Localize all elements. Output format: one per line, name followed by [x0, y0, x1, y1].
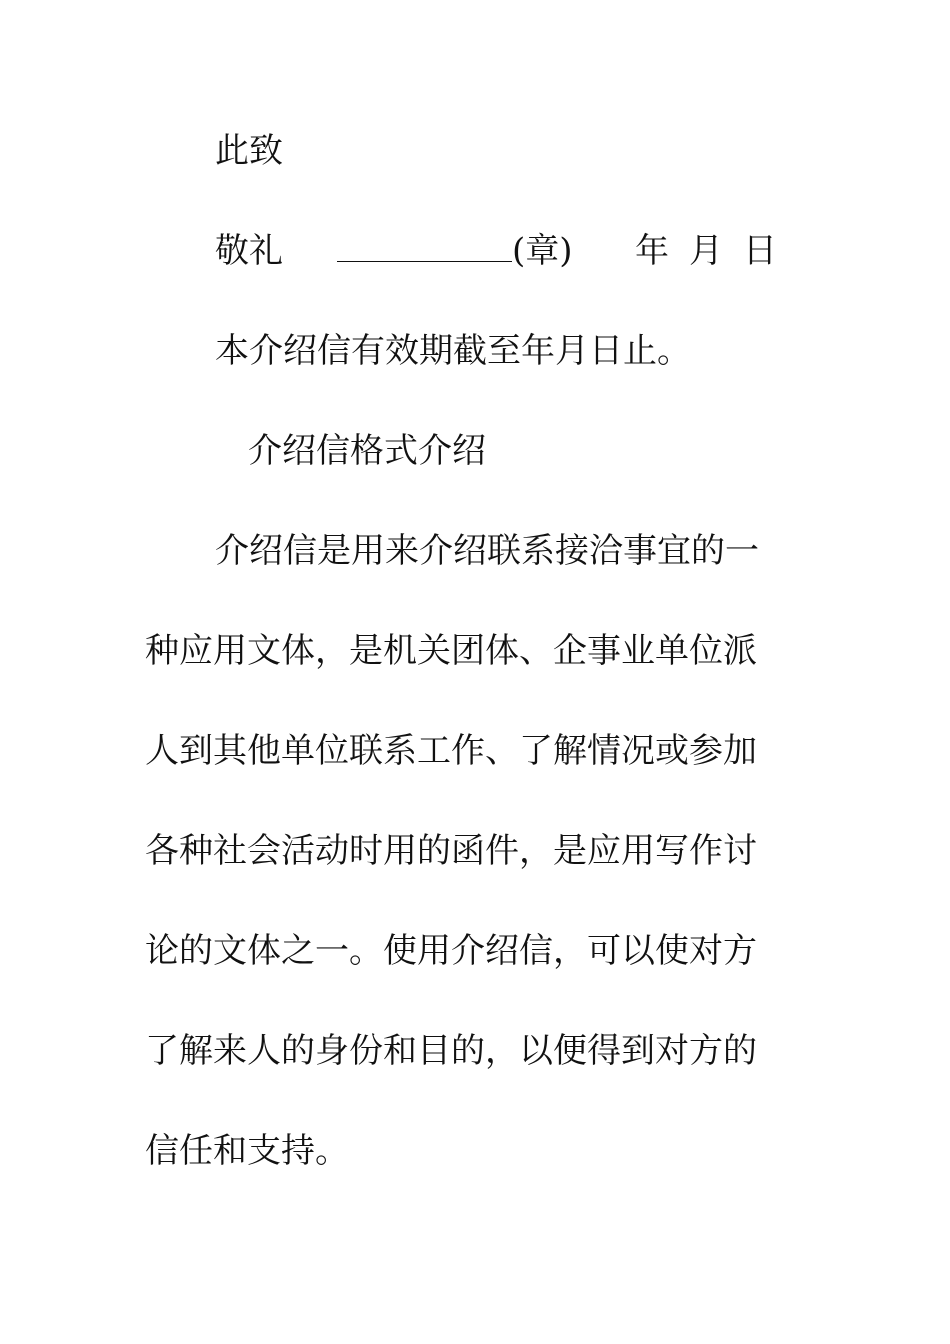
paragraph-line: 信任和支持。 — [145, 1131, 349, 1171]
date-month: 月 — [689, 231, 723, 271]
signature-blank — [337, 226, 512, 276]
date-year: 年 — [635, 231, 669, 271]
salutation-text: 此致 — [215, 131, 283, 171]
validity-text: 本介绍信有效期截至年月日止。 — [215, 331, 691, 371]
seal-label: (章) — [512, 231, 573, 271]
paragraph-line: 种应用文体，是机关团体、企事业单位派 — [145, 631, 757, 671]
paragraph-line: 人到其他单位联系工作、了解情况或参加 — [145, 731, 757, 771]
closing-text: 敬礼 — [215, 231, 283, 271]
paragraph-line: 介绍信是用来介绍联系接洽事宜的一 — [215, 531, 759, 571]
paragraph-line: 了解来人的身份和目的，以便得到对方的 — [145, 1031, 757, 1071]
section-heading: 介绍信格式介绍 — [248, 431, 486, 471]
closing-line — [215, 226, 785, 276]
date-day: 日 — [743, 231, 777, 271]
paragraph-line: 论的文体之一。使用介绍信，可以使对方 — [145, 931, 757, 971]
paragraph-line: 各种社会活动时用的函件，是应用写作讨 — [145, 831, 757, 871]
